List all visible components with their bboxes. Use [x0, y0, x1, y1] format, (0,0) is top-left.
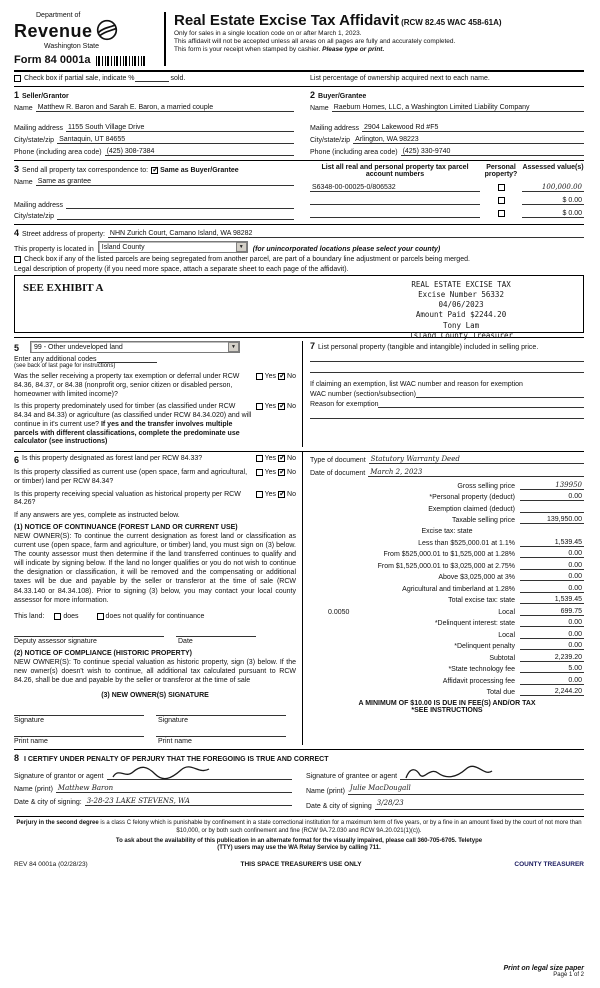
local-tax-label: Local — [498, 608, 515, 616]
reason-exemption-label: Reason for exemption — [310, 401, 379, 408]
grantee-signature-scribble — [404, 765, 494, 781]
stamp-excise-number: Excise Number 56332 — [418, 290, 504, 300]
notice-continuance-body: NEW OWNER(S): To continue the current designation as forest land or classification as current use (open space, farm and agriculture, or timber) land, you must sign on (3) below. The county assessor must then determine if the land transferred continues to qualify and will indicate by signing below. If the land no longer qualifies or you do not wish to continue the designation or classification, it will be removed and the compensating or additional taxes will be due and payable by the seller or transferor at the time of sale (RCW 84.33.140 or 84.34.108). Prior to signing (3) below, you may contact your local county assessor for more information. — [14, 533, 296, 604]
personal-property-intro: List personal property (tangible and intangible) included in selling price. — [318, 344, 539, 351]
historic-yes-checkbox[interactable] — [256, 491, 263, 498]
current-use-no-checkbox[interactable] — [278, 469, 285, 476]
section-4-number: 4 — [14, 228, 20, 238]
stamp-cashier-name: Tony Lam — [443, 320, 480, 330]
exemption-yes-checkbox[interactable] — [256, 373, 263, 380]
form-header — [14, 12, 584, 72]
stamp-treasurer-title: Island County Treasurer — [409, 330, 513, 340]
assessed-value-field-3[interactable]: $ 0.00 — [522, 210, 584, 218]
agricultural-timberland-value: 0.00 — [520, 585, 584, 593]
taxable-selling-price-field[interactable]: 139,950.00 — [520, 516, 584, 524]
local-tax-value: 699.75 — [520, 608, 584, 616]
county-treasurer-label: COUNTY TREASURER — [514, 861, 584, 869]
section-5-land-use — [14, 341, 302, 447]
section-4-property — [14, 224, 584, 340]
taxable-selling-price-label: Taxable selling price — [451, 517, 515, 524]
personal-property-checkbox-3[interactable] — [498, 210, 505, 217]
total-excise-state-value: 1,539.45 — [520, 596, 584, 604]
historic-property-question: Is this property receiving special valuation as historical property per RCW 84.26? — [14, 490, 241, 507]
buyer-heading: Buyer/Grantee — [318, 93, 367, 100]
seller-name-label: Name — [14, 105, 33, 112]
dept-of-label: Department of — [36, 12, 81, 19]
buyer-phone-field[interactable]: (425) 330-9740 — [401, 148, 584, 156]
ownership-percentage-note: List percentage of ownership acquired next to each name. — [310, 75, 490, 82]
does-not-qualify-checkbox[interactable] — [97, 613, 104, 620]
corr-csz-label: City/state/zip — [14, 213, 55, 220]
treasurer-space-label: THIS SPACE TREASURER'S USE ONLY — [240, 861, 362, 869]
agricultural-timberland-label: Agricultural and timberland at 1.28% — [402, 585, 515, 593]
personal-property-deduct-field[interactable]: 0.00 — [520, 493, 584, 501]
no-label: No — [287, 455, 296, 462]
yes-label: Yes — [264, 455, 277, 462]
tax-computation-panel — [302, 451, 584, 745]
section-3-correspondence — [14, 164, 302, 220]
grantee-date-city-label: Date & city of signing — [306, 803, 372, 811]
legal-description-label: Legal description of property (if you need more space, attach a separate sheet to each page of the affidavit). — [14, 266, 349, 273]
assessed-value-field-1[interactable]: 100,000.00 — [522, 183, 584, 192]
buyer-name-field[interactable]: Raeburn Homes, LLC, a Washington Limited Liability Company — [332, 104, 584, 112]
header-note-1: Only for sales in a single location code on or after March 1, 2023. — [174, 30, 362, 37]
total-excise-state-label: Total excise tax: state — [448, 597, 515, 604]
affidavit-processing-fee-label: Affidavit processing fee — [442, 677, 515, 685]
reason-exemption-field[interactable] — [378, 407, 584, 408]
tier-2-label: From $525,000.01 to $1,525,000 at 1.28% — [383, 551, 515, 558]
exemption-no-checkbox[interactable] — [278, 373, 285, 380]
county-note: (for unincorporated locations please select your county) — [252, 246, 441, 253]
additional-codes-label: Enter any additional codes — [14, 356, 97, 363]
partial-sale-checkbox[interactable] — [14, 75, 21, 82]
deputy-assessor-signature-field[interactable] — [14, 636, 164, 637]
stamp-amount-paid: Amount Paid $2244.20 — [415, 310, 507, 320]
correspondence-label: Send all property tax correspondence to: — [22, 167, 149, 174]
does-not-label: does not qualify for continuance — [105, 612, 205, 620]
grantor-signature-scribble — [111, 765, 211, 781]
state-technology-fee-label: *State technology fee — [448, 666, 515, 673]
county-select[interactable]: Island County ▼ — [98, 241, 248, 253]
yes-label: Yes — [264, 469, 277, 476]
assessed-value-col-header: Assessed value(s) — [522, 164, 584, 171]
section-1-number: 1 — [14, 90, 20, 100]
section-5-number: 5 — [14, 343, 20, 353]
segregated-label: Check box if any of the listed parcels are being segregated from another parcel, are part of a boundary line adjustment or parcels being merged. — [24, 256, 470, 263]
stamp-title: REAL ESTATE EXCISE TAX — [411, 280, 511, 289]
tier-1-value: 1,539.45 — [520, 539, 584, 547]
timber-agriculture-question: Is this property predominately used for timber (as classified under RCW 84.34 and 84.33) or agriculture (as classified under RCW 84.34.020) and will continue in it's current use? If yes and the transfer involves multiple parcels with different classifications, complete the predominate use calculator (see instructions) — [14, 403, 252, 446]
parcel-row — [310, 183, 584, 192]
affidavit-processing-fee-value: 0.00 — [520, 677, 584, 685]
personal-property-line-2[interactable] — [310, 372, 584, 373]
exemption-claimed-field[interactable] — [520, 505, 584, 513]
street-address-label: Street address of property: — [22, 231, 105, 238]
washington-state-label: Washington State — [44, 43, 99, 50]
personal-property-deduct-label: *Personal property (deduct) — [429, 494, 515, 501]
land-use-select-arrow-icon[interactable]: ▼ — [228, 342, 239, 352]
delinquent-interest-state-label: *Delinquent interest: state — [434, 620, 515, 627]
street-address-field[interactable]: NHN Zurich Court, Camano Island, WA 98282 — [108, 230, 584, 238]
wac-number-label: WAC number (section/subsection) — [310, 391, 416, 398]
same-as-buyer-label: Same as Buyer/Grantee — [160, 167, 239, 174]
alt-format-note: To ask about the availability of this publication in an alternate format for the visually impaired, please call 360-705-6705. Teletype (TTY) users may use the WA Relay Service by calling 711. — [115, 837, 483, 852]
historic-no-checkbox[interactable] — [278, 491, 285, 498]
dor-swirl-icon — [96, 19, 118, 43]
personal-property-checkbox-1[interactable] — [498, 184, 505, 191]
legal-description-box[interactable] — [14, 275, 584, 340]
section-1-seller — [14, 90, 302, 156]
total-due-value: 2,244.20 — [520, 688, 584, 696]
grantee-signature-field[interactable] — [400, 769, 584, 780]
corr-csz-field[interactable] — [57, 219, 294, 220]
seller-phone-field[interactable]: (425) 308-7384 — [105, 148, 294, 156]
buyer-mailing-field[interactable]: 2904 Lakewood Rd #F5 — [362, 124, 584, 132]
gross-selling-price-field[interactable]: 139950 — [520, 481, 584, 490]
this-land-label: This land: — [14, 612, 45, 620]
new-owner-signature-field-2[interactable] — [156, 715, 286, 716]
rev-number: REV 84 0001a (02/28/23) — [14, 861, 88, 869]
partial-sale-percent-field[interactable] — [135, 81, 169, 82]
exemption-claimed-label: Exemption claimed (deduct) — [428, 505, 515, 513]
form-title: Real Estate Excise Tax Affidavit — [174, 12, 400, 29]
timber-yes-checkbox[interactable] — [256, 403, 263, 410]
document-type-label: Type of document — [310, 457, 366, 464]
parcel-row — [310, 197, 584, 205]
partial-sale-label: Check box if partial sale, indicate % — [24, 75, 135, 82]
seller-csz-field[interactable]: Santaquin, UT 84655 — [57, 136, 294, 144]
form-title-rcw: (RCW 82.45 WAC 458-61A) — [401, 18, 502, 27]
segregated-checkbox[interactable] — [14, 256, 21, 263]
buyer-csz-field[interactable]: Arlington, WA 98223 — [353, 136, 584, 144]
grantor-print-name-field[interactable]: Matthew Baron — [56, 784, 292, 793]
section-7-personal-property — [302, 341, 584, 447]
deputy-date-label: Date — [178, 637, 193, 645]
exemption-deferral-question: Was the seller receiving a property tax exemption or deferral under RCW 84.36, 84.37, or 84.38 (nonprofit org, senior citizen or disabled person, homeowner with limited income)? — [14, 373, 240, 398]
treasurer-stamp — [409, 280, 513, 341]
current-use-yes-checkbox[interactable] — [256, 469, 263, 476]
delinquent-interest-local-value: 0.00 — [520, 631, 584, 639]
seller-mailing-field[interactable]: 1155 South Village Drive — [66, 124, 294, 132]
notice-compliance-body: NEW OWNER(S): To continue special valuation as historic property, sign (3) below. If the new owner(s) doesn't wish to continue, all additional tax calculated pursuant to RCW 84.26, shall be due and payable by the seller or transferor at the time of sale — [14, 658, 296, 684]
section-3-number: 3 — [14, 164, 20, 174]
print-name-field-2[interactable] — [156, 736, 286, 737]
grantee-signature-label: Signature of grantee or agent — [306, 773, 398, 781]
state-technology-fee-value: 5.00 — [520, 665, 584, 673]
tier-2-value: 0.00 — [520, 550, 584, 558]
forest-no-checkbox[interactable] — [278, 455, 285, 462]
form-number: Form 84 0001a — [14, 54, 91, 66]
section-8-number: 8 — [14, 753, 20, 764]
perjury-statement: Perjury in the second degree is a class C felony which is punishable by confinement in a state correctional institution for a maximum term of five years, or by a fine in an amount fixed by the court of not more than $10,000, or by both such confinement and fine (RCW 9A.72.030 and RCW 9A.20.021(1)(c)). To ask about the availability of this publication in an alternate format for the visually impaired, please call 360-705-6705. Teletype (TTY) users may use the WA Relay Service by calling 711. — [14, 816, 584, 853]
legal-description-text: SEE EXHIBIT A — [23, 282, 104, 294]
parcel-number-field-3[interactable] — [310, 210, 480, 218]
no-label: No — [287, 373, 296, 380]
parcel-number-field[interactable]: S6348-00-00025-0/806532 — [310, 184, 480, 192]
yes-label: Yes — [264, 490, 277, 498]
subtotal-label: Subtotal — [489, 654, 515, 662]
seller-name-field[interactable]: Matthew R. Baron and Sarah E. Baron, a married couple — [36, 104, 294, 112]
personal-property-col-header: Personal property? — [484, 164, 518, 178]
county-select-arrow-icon[interactable]: ▼ — [236, 242, 247, 252]
stamp-date: 04/06/2023 — [438, 300, 484, 310]
document-type-field[interactable]: Statutory Warranty Deed — [369, 455, 584, 464]
seller-heading: Seller/Grantor — [22, 93, 69, 100]
grantor-signature-field[interactable] — [107, 769, 292, 780]
land-use-select[interactable]: 99 - Other undeveloped land ▼ — [30, 341, 240, 353]
yes-label: Yes — [264, 403, 277, 411]
additional-codes-note: (see back of last page for instructions) — [14, 363, 116, 369]
corr-name-field[interactable]: Same as grantee — [36, 178, 294, 186]
header-note-2: This affidavit will not be accepted unless all areas on all pages are fully and accurately completed. — [174, 38, 456, 45]
yes-label: Yes — [264, 373, 277, 380]
signature-label-1: Signature — [14, 717, 44, 725]
exemption-claim-note: If claiming an exemption, list WAC number and reason for exemption — [310, 381, 523, 388]
signature-label-2: Signature — [158, 717, 188, 725]
document-date-field[interactable]: March 2, 2023 — [368, 468, 584, 477]
tier-3-value: 0.00 — [520, 562, 584, 570]
dor-logo-block — [14, 12, 164, 66]
delinquent-penalty-label: *Delinquent penalty — [454, 643, 515, 650]
page-number: Page 1 of 2 — [553, 972, 584, 978]
timber-no-checkbox[interactable] — [278, 403, 285, 410]
print-name-label-2: Print name — [158, 738, 192, 746]
forest-yes-checkbox[interactable] — [256, 455, 263, 462]
grantee-print-name-label: Name (print) — [306, 788, 345, 796]
parcel-row — [310, 210, 584, 218]
grantor-print-name-label: Name (print) — [14, 786, 53, 794]
reason-exemption-line-2[interactable] — [310, 418, 584, 419]
buyer-name-label: Name — [310, 105, 329, 112]
print-legal-note: Print on legal size paper — [503, 965, 584, 972]
buyer-mailing-label: Mailing address — [310, 125, 360, 132]
located-in-label: This property is located in — [14, 246, 94, 253]
grantor-date-city-label: Date & city of signing: — [14, 799, 82, 807]
no-label: No — [287, 403, 296, 411]
section-2-buyer — [302, 90, 584, 156]
parcel-col-header: List all real and personal property tax parcel account numbers — [321, 164, 469, 178]
title-block — [164, 12, 584, 66]
does-label: does — [63, 612, 79, 620]
subtotal-value: 2,239.20 — [520, 654, 584, 662]
grantee-print-name-field[interactable]: Julie MacDougall — [348, 784, 584, 795]
tier-4-label: Above $3,025,000 at 3% — [438, 574, 515, 581]
delinquent-interest-local-label: Local — [498, 631, 515, 639]
if-yes-note: If any answers are yes, complete as instructed below. — [14, 512, 180, 519]
does-qualify-checkbox[interactable] — [54, 613, 61, 620]
delinquent-interest-state-value: 0.00 — [520, 619, 584, 627]
personal-property-line-1[interactable] — [310, 361, 584, 362]
buyer-csz-label: City/state/zip — [310, 137, 351, 144]
excise-tax-state-header: Excise tax: state — [421, 528, 473, 535]
barcode — [96, 56, 146, 66]
no-label: No — [287, 490, 296, 498]
seller-mailing-label: Mailing address — [14, 125, 64, 132]
print-note-block — [503, 965, 584, 978]
grantee-date-city-field[interactable]: 3/28/23 — [375, 799, 584, 810]
corr-name-label: Name — [14, 179, 33, 186]
footer-row — [14, 861, 584, 868]
see-instructions-note: *SEE INSTRUCTIONS — [411, 707, 483, 714]
forest-land-question: Is this property designated as forest land per RCW 84.33? — [22, 455, 203, 462]
header-note-3: This form is your receipt when stamped by cashier. Please type or print. — [174, 46, 385, 53]
section-6-number: 6 — [14, 455, 20, 465]
notice-continuance-title: (1) NOTICE OF CONTINUANCE (FOREST LAND OR CURRENT USE) — [14, 524, 238, 531]
section-2-number: 2 — [310, 90, 316, 100]
current-use-question: Is this property classified as current use (open space, farm and agricultural, or timber) land per RCW 84.34? — [14, 469, 248, 485]
gross-selling-price-label: Gross selling price — [457, 482, 515, 490]
buyer-phone-label: Phone (including area code) — [310, 149, 398, 156]
deputy-assessor-label: Deputy assessor signature — [14, 637, 97, 645]
grantor-signature-label: Signature of grantor or agent — [14, 773, 104, 781]
corr-mailing-label: Mailing address — [14, 202, 64, 209]
tier-1-label: Less than $525,000.01 at 1.1% — [418, 539, 515, 547]
tier-4-value: 0.00 — [520, 573, 584, 581]
document-date-label: Date of document — [310, 470, 366, 477]
total-due-label: Total due — [486, 689, 515, 696]
wac-number-field[interactable] — [416, 397, 584, 398]
notice-compliance-title: (2) NOTICE OF COMPLIANCE (HISTORIC PROPERTY) — [14, 649, 192, 657]
delinquent-penalty-value: 0.00 — [520, 642, 584, 650]
parcel-table — [302, 164, 584, 220]
print-name-field-1[interactable] — [14, 736, 144, 737]
partial-sale-suffix: sold. — [170, 75, 186, 82]
grantor-date-city-field[interactable]: 3-28-23 LAKE STEVENS, WA — [85, 797, 292, 806]
same-as-buyer-checkbox[interactable] — [151, 167, 158, 174]
assessed-value-field-2[interactable]: $ 0.00 — [522, 197, 584, 205]
personal-property-checkbox-2[interactable] — [498, 197, 505, 204]
local-rate: 0.0050 — [328, 608, 350, 616]
tier-3-label: From $1,525,000.01 to $3,025,000 at 2.75% — [377, 562, 515, 570]
seller-csz-label: City/state/zip — [14, 137, 55, 144]
print-name-label-1: Print name — [14, 738, 48, 746]
seller-phone-label: Phone (including area code) — [14, 149, 102, 156]
section-6-designations — [14, 451, 302, 745]
section-7-number: 7 — [310, 341, 316, 351]
parcel-number-field-2[interactable] — [310, 197, 480, 205]
minimum-due-note: A MINIMUM OF $10.00 IS DUE IN FEE(S) AND/OR TAX — [358, 700, 536, 707]
new-owner-signature-field-1[interactable] — [14, 715, 144, 716]
no-label: No — [287, 469, 296, 476]
revenue-wordmark: Revenue — [14, 20, 93, 41]
certify-statement: I CERTIFY UNDER PENALTY OF PERJURY THAT THE FOREGOING IS TRUE AND CORRECT — [23, 756, 329, 764]
new-owner-signature-title: (3) NEW OWNER(S) SIGNATURE — [101, 692, 209, 700]
deputy-date-field[interactable] — [176, 636, 256, 637]
section-8-certification — [14, 749, 584, 810]
corr-mailing-field[interactable] — [66, 208, 294, 209]
